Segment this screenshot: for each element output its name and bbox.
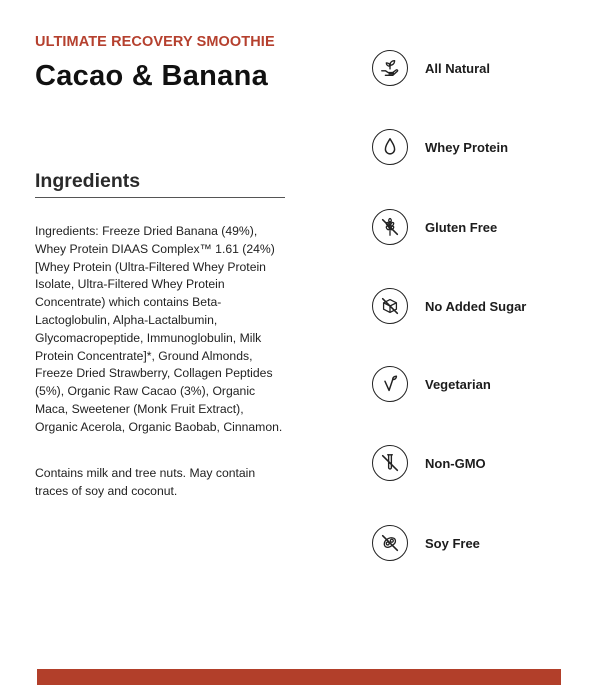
badge-no-added-sugar [372, 286, 526, 326]
badge-vegetarian [372, 364, 491, 404]
badge-all-natural [372, 48, 490, 88]
footer-accent-bar [37, 669, 561, 685]
badge-label: Soy Free [425, 535, 480, 551]
badge-label: All Natural [425, 60, 491, 76]
no-wheat-icon [372, 209, 408, 245]
no-test-tube-icon [372, 445, 408, 481]
ingredients-text: Ingredients: Freeze Dried Banana (49%), Whey Protein DIAAS Complex™ 1.61 (24%) [Whey Protein (Ultra-Filtered Whey Protein Isolate, Ultra-Filtered Whey Protein Concentrate) which contains Beta-Lactoglobulin, Alpha-Lactalbumin, Glycomacropeptide, Immunoglobulin, Milk Protein Concentrate]*, Ground Almonds, Freeze Dried Strawberry, Collagen Peptides (5%), Organic Raw Cacao (3%), Organic Maca, Sweetener (Monk Fruit Extract), Organic Acerola, Organic Baobab, Cinnamon. [35, 224, 283, 434]
leaf-v-icon [372, 366, 408, 402]
product-line-label: ULTIMATE RECOVERY SMOOTHIE [35, 34, 275, 50]
no-soy-icon [372, 525, 408, 561]
badge-label: Gluten Free [425, 219, 498, 235]
badge-label: No Added Sugar [425, 298, 527, 314]
badge-label: Non-GMO [425, 455, 486, 471]
badge-label: Vegetarian [425, 376, 491, 392]
ingredients-heading: Ingredients [35, 170, 141, 192]
badge-soy-free [372, 523, 480, 563]
product-title: Cacao & Banana [35, 60, 269, 92]
heading-divider [35, 197, 285, 198]
drop-icon [372, 129, 408, 165]
badge-non-gmo [372, 443, 486, 483]
badge-label: Whey Protein [425, 139, 509, 155]
hand-plant-icon [372, 50, 408, 86]
badge-gluten-free [372, 207, 497, 247]
no-sugar-cube-icon [372, 288, 408, 324]
badge-whey-protein [372, 127, 508, 167]
allergen-note: Contains milk and tree nuts. May contain traces of soy and coconut. [35, 466, 256, 498]
